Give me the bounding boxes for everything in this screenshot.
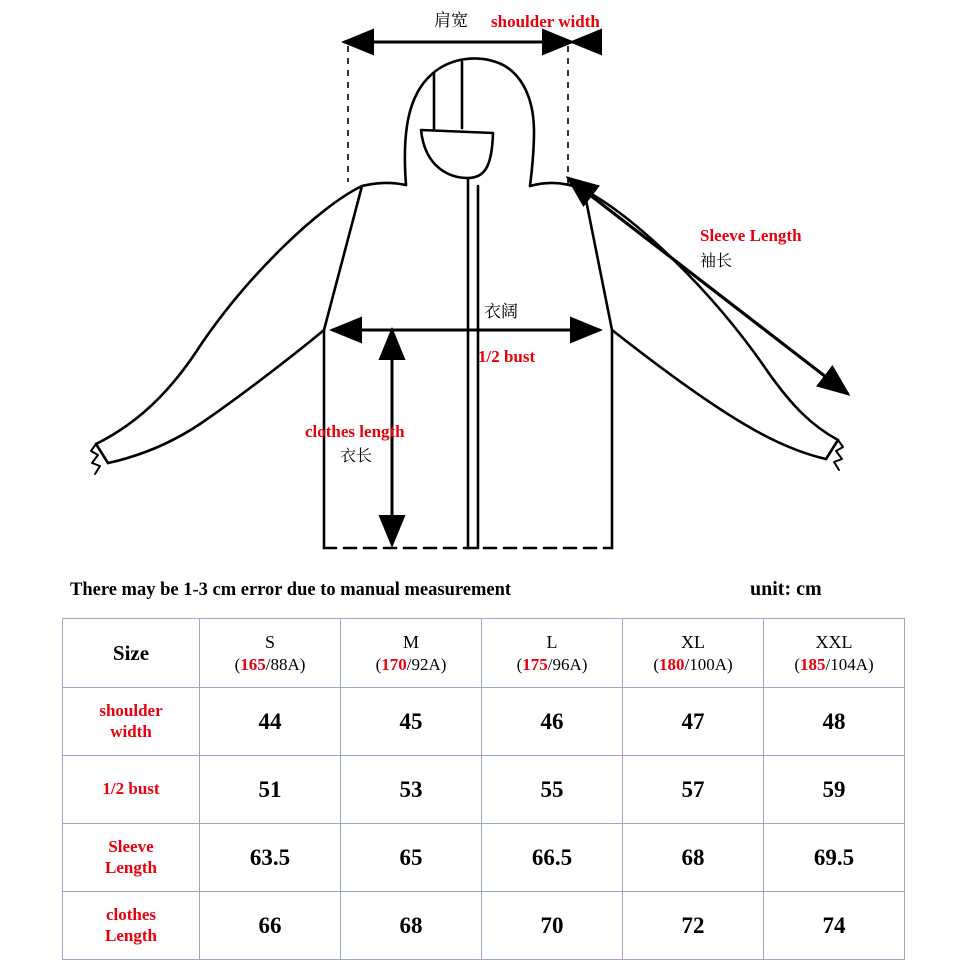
label-half-bust-en: 1/2 bust — [478, 347, 536, 366]
row-header-half-bust: 1/2 bust — [63, 756, 200, 824]
size-letter-xxl: XXL — [815, 631, 853, 652]
cell-clothes-length-xl: 72 — [623, 892, 764, 960]
cell-clothes-length-l: 70 — [482, 892, 623, 960]
size-spec-m: (170/92A) — [375, 654, 447, 674]
row-header-clothes-length: clothes Length — [63, 892, 200, 960]
size-spec-xxl: (185/104A) — [794, 654, 874, 674]
row-header-sleeve-length: Sleeve Length — [63, 824, 200, 892]
table-header-row — [63, 619, 905, 688]
table-header-size-xl — [623, 619, 764, 688]
table-header-size-xxl — [764, 619, 905, 688]
table-row — [63, 892, 905, 960]
unit-note: unit: cm — [750, 578, 822, 600]
label-clothes-length-cn: 衣长 — [340, 446, 373, 465]
table-header-size-l — [482, 619, 623, 688]
cell-shoulder-width-s: 44 — [200, 688, 341, 756]
measurement-error-note: There may be 1-3 cm error due to manual measurement — [70, 580, 512, 600]
cell-clothes-length-m: 68 — [341, 892, 482, 960]
size-letter-l: L — [546, 631, 558, 652]
size-spec-s: (165/88A) — [234, 654, 306, 674]
table-header-size-m — [341, 619, 482, 688]
label-shoulder-width-en: shoulder width — [491, 12, 600, 31]
cell-shoulder-width-xxl: 48 — [764, 688, 905, 756]
size-letter-xl: XL — [681, 631, 705, 652]
row-header-shoulder-width: shoulder width — [63, 688, 200, 756]
cell-shoulder-width-l: 46 — [482, 688, 623, 756]
table-corner-label: Size — [112, 640, 150, 665]
size-table — [62, 618, 905, 960]
cell-half-bust-m: 53 — [341, 756, 482, 824]
cell-sleeve-length-s: 63.5 — [200, 824, 341, 892]
label-sleeve-length-en: Sleeve Length — [700, 226, 802, 245]
cell-shoulder-width-xl: 47 — [623, 688, 764, 756]
cell-clothes-length-xxl: 74 — [764, 892, 905, 960]
cell-half-bust-xxl: 59 — [764, 756, 905, 824]
table-row — [63, 688, 905, 756]
cell-shoulder-width-m: 45 — [341, 688, 482, 756]
cell-clothes-length-s: 66 — [200, 892, 341, 960]
cell-sleeve-length-l: 66.5 — [482, 824, 623, 892]
size-spec-l: (175/96A) — [516, 654, 588, 674]
label-half-bust-cn: 衣阔 — [484, 302, 518, 322]
label-clothes-length-en: clothes length — [305, 422, 405, 441]
table-row — [63, 824, 905, 892]
cell-half-bust-l: 55 — [482, 756, 623, 824]
label-shoulder-width-cn: 肩宽 — [434, 11, 468, 31]
cell-half-bust-xl: 57 — [623, 756, 764, 824]
table-header-size-s — [200, 619, 341, 688]
size-letter-s: S — [264, 631, 275, 652]
label-sleeve-length-cn: 袖长 — [700, 251, 733, 270]
size-spec-xl: (180/100A) — [653, 654, 733, 674]
size-letter-m: M — [402, 631, 419, 652]
table-row — [63, 756, 905, 824]
cell-sleeve-length-m: 65 — [341, 824, 482, 892]
table-corner-cell — [63, 619, 200, 688]
cell-sleeve-length-xxl: 69.5 — [764, 824, 905, 892]
cell-sleeve-length-xl: 68 — [623, 824, 764, 892]
cell-half-bust-s: 51 — [200, 756, 341, 824]
